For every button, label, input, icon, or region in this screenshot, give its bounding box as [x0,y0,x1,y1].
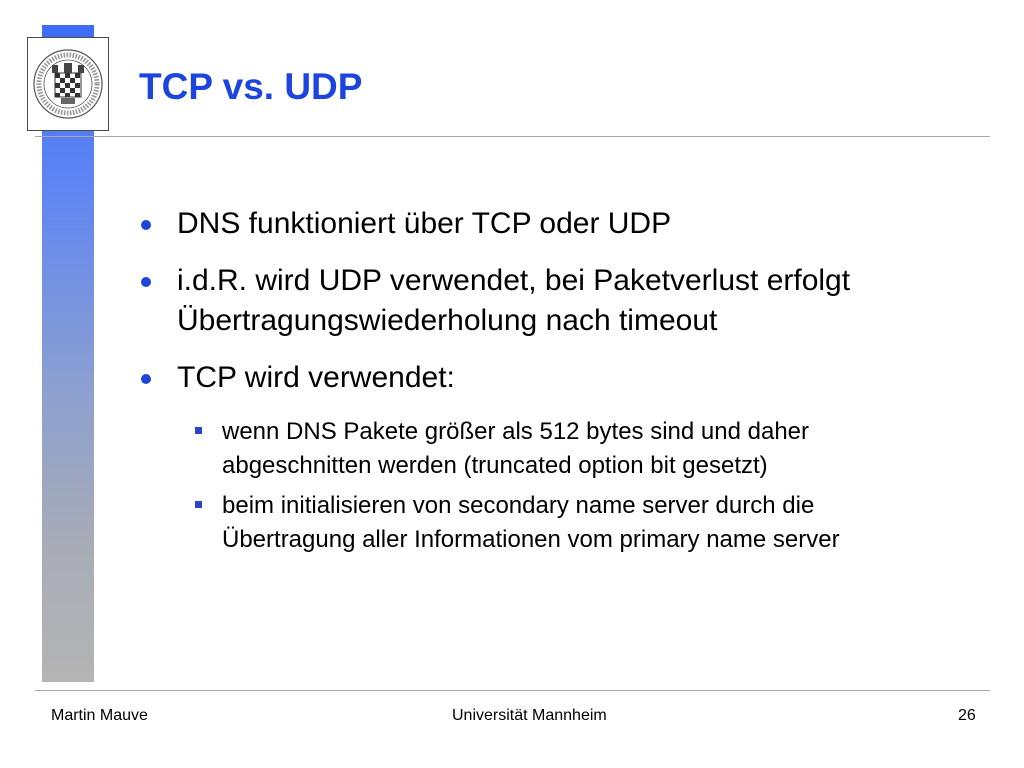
seal-graphic [28,38,108,130]
square-bullet-icon [195,427,202,434]
footer-institution: Universität Mannheim [452,707,607,724]
university-seal-icon [27,37,109,131]
round-bullet-icon [141,220,151,230]
sub-bullet-text-continued: abgeschnitten werden (truncated option bit gesetzt) [222,452,768,479]
title-divider [35,136,990,137]
square-bullet-icon [195,501,202,508]
round-bullet-icon [141,374,151,384]
sub-bullet-text-continued: Übertragung aller Informationen vom primary name server [222,526,840,553]
sub-bullet-text: beim initialisieren von secondary name server durch die [222,492,815,519]
bullet-text-continued: Übertragungswiederholung nach timeout [177,304,718,337]
round-bullet-icon [141,277,151,287]
footer-page-number: 26 [958,707,976,724]
bullet-text: DNS funktioniert über TCP oder UDP [177,207,672,240]
footer-divider [35,690,990,691]
footer-author: Martin Mauve [51,707,148,724]
bullet-text: TCP wird verwendet: [177,361,455,394]
sub-bullet-text: wenn DNS Pakete größer als 512 bytes sind und daher [222,418,810,445]
bullet-text: i.d.R. wird UDP verwendet, bei Paketverlust erfolgt [177,264,851,297]
slide-title: TCP vs. UDP [139,66,363,107]
